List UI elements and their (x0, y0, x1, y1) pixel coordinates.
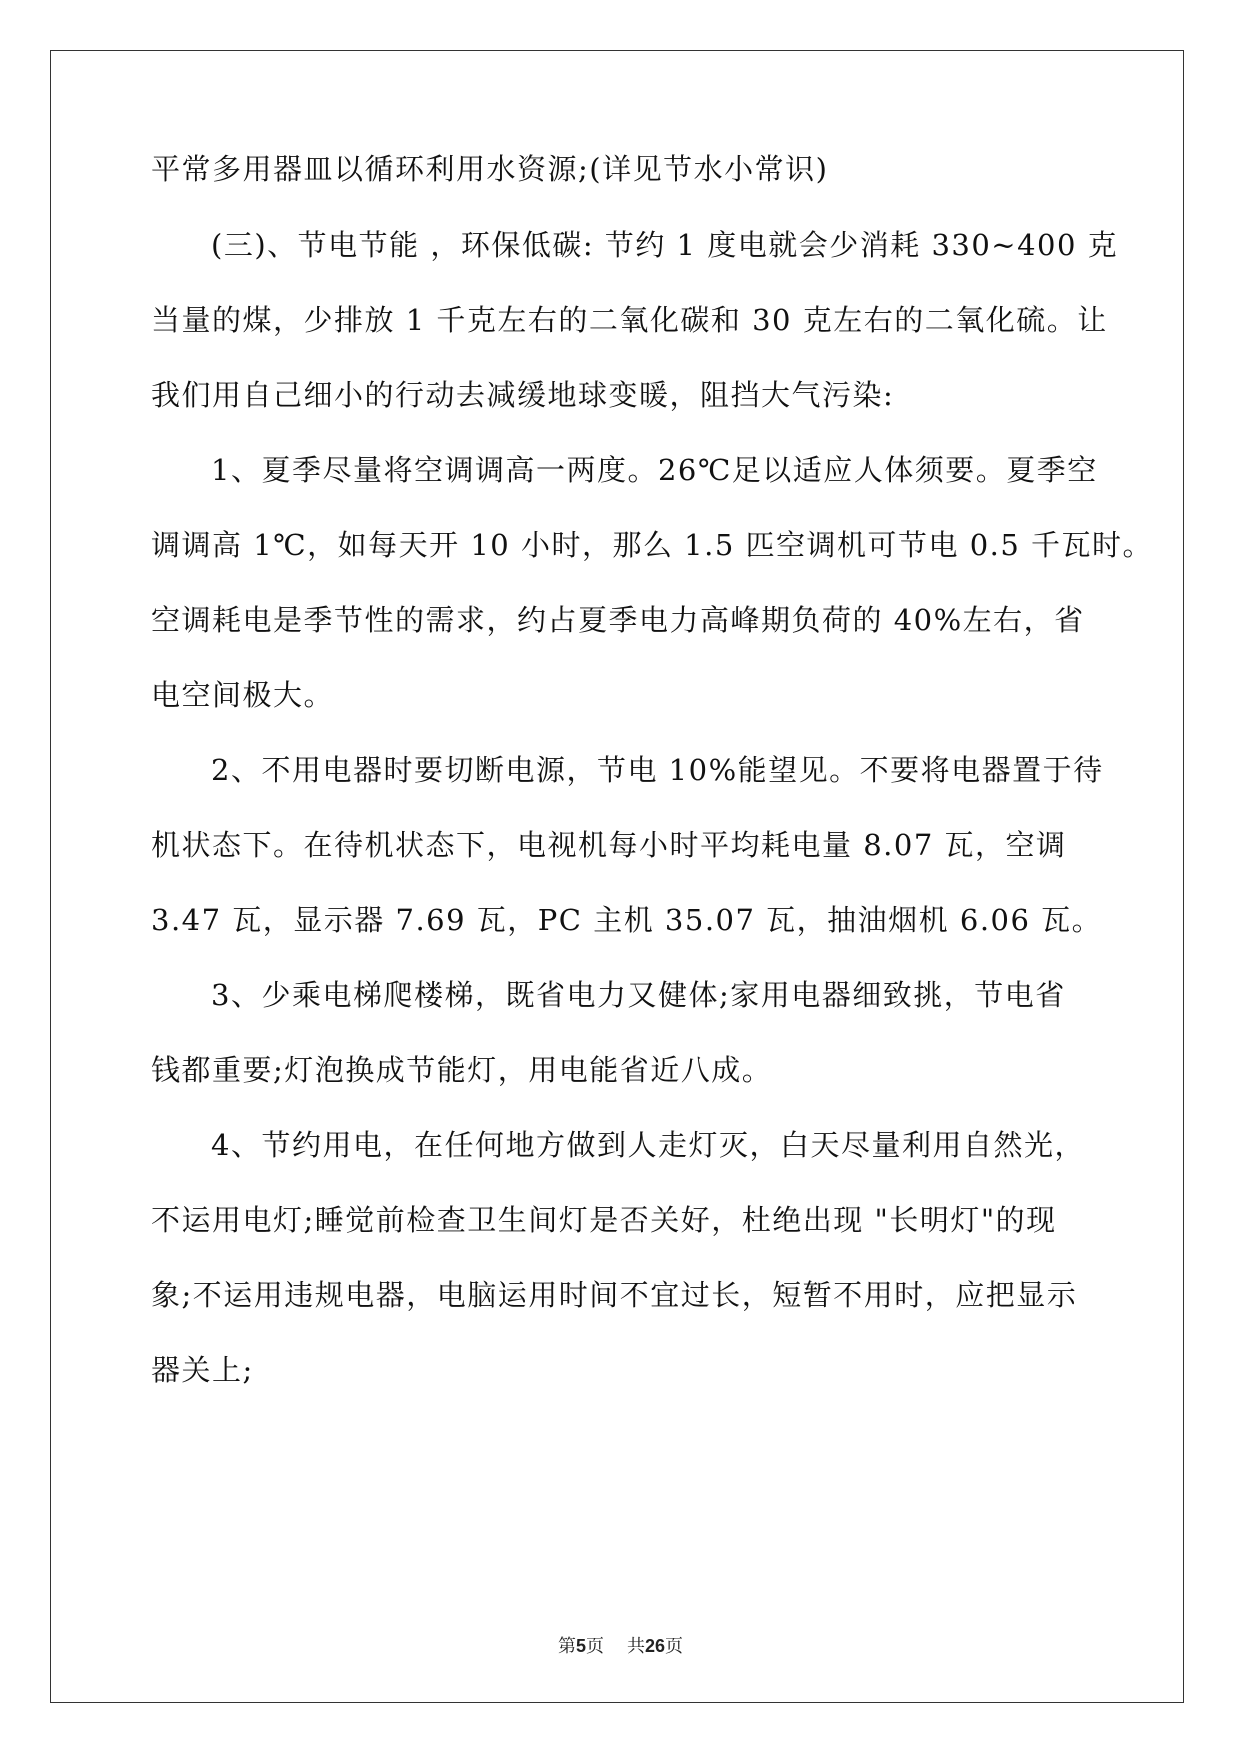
body-line: 电空间极大。 (151, 678, 335, 712)
list-item-line: 3、少乘电梯爬楼梯，既省电力又健体;家用电器细致挑，节电省 (211, 978, 1066, 1012)
body-line: 3.47 瓦，显示器 7.69 瓦，PC 主机 35.07 瓦，抽油烟机 6.06 瓦。 (151, 903, 1103, 937)
list-item-line: 1、夏季尽量将空调调高一两度。26℃足以适应人体须要。夏季空 (211, 453, 1098, 487)
page-label-suffix: 页 (586, 1636, 605, 1657)
page-label-prefix: 第 (558, 1636, 577, 1657)
body-line: 调调高 1℃，如每天开 10 小时，那么 1.5 匹空调机可节电 0.5 千瓦时。 (151, 528, 1154, 562)
page-footer (0, 1632, 1241, 1658)
body-line: 我们用自己细小的行动去减缓地球变暖，阻挡大气污染: (151, 378, 895, 412)
list-item-line: 2、不用电器时要切断电源，节电 10%能望见。不要将电器置于待 (211, 753, 1104, 787)
section-heading-line: (三)、节电节能 ，环保低碳: 节约 1 度电就会少消耗 330~400 克 (211, 228, 1119, 262)
page-border (50, 50, 1184, 1703)
body-line: 平常多用器皿以循环利用水资源;(详见节水小常识) (151, 152, 829, 186)
body-line: 空调耗电是季节性的需求，约占夏季电力高峰期负荷的 40%左右，省 (151, 603, 1085, 637)
body-line: 当量的煤，少排放 1 千克左右的二氧化碳和 30 克左右的二氧化硫。让 (151, 303, 1108, 337)
body-line: 不运用电灯;睡觉前检查卫生间灯是否关好，杜绝出现 "长明灯"的现 (151, 1203, 1057, 1237)
total-label-suffix: 页 (664, 1636, 683, 1657)
total-pages: 26 (644, 1636, 665, 1656)
page-number: 5 (576, 1636, 587, 1656)
body-line: 钱都重要;灯泡换成节能灯，用电能省近八成。 (151, 1053, 773, 1087)
body-line: 象;不运用违规电器，电脑运用时间不宜过长，短暂不用时，应把显示 (151, 1278, 1078, 1312)
body-line: 器关上; (151, 1353, 254, 1387)
total-label-prefix: 共 (626, 1636, 645, 1657)
list-item-line: 4、节约用电，在任何地方做到人走灯灭，白天尽量利用自然光， (211, 1128, 1085, 1162)
body-line: 机状态下。在待机状态下，电视机每小时平均耗电量 8.07 瓦，空调 (151, 828, 1067, 862)
